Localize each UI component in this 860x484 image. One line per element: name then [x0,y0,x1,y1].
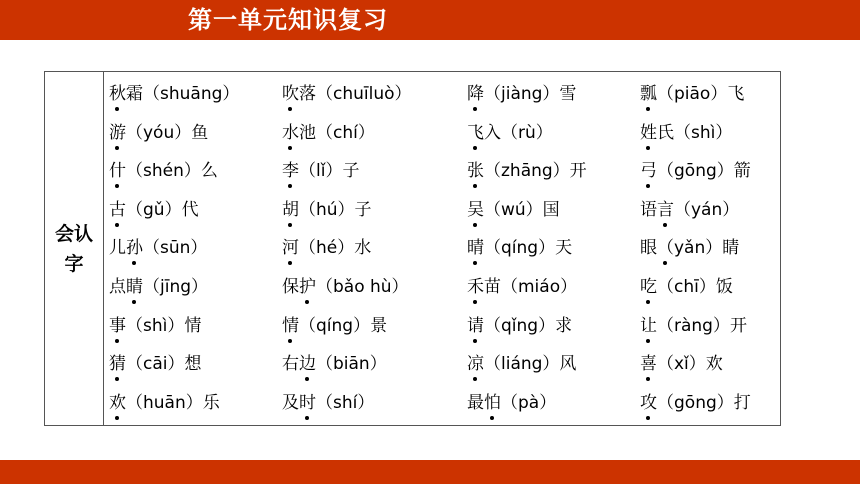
emphasis-dot [663,261,667,265]
vocab-entry: 凉（liáng）风 [467,354,577,375]
table-row [109,158,777,197]
emphasis-dot [473,107,477,111]
emphasis-dot [646,184,650,188]
vocab-entry: 事（shì）情 [109,315,202,336]
emphasis-dot [288,107,292,111]
vocab-entry: 吃（chī）饭 [640,276,733,297]
vocab-entry: 让（ràng）开 [640,315,747,336]
vocab-entry: 姓氏（shì） [640,122,733,143]
emphasis-dot [646,107,650,111]
vocab-entry: 语言（yán） [640,199,740,220]
emphasis-dot [115,146,119,150]
emphasis-dot [473,339,477,343]
vocab-entry: 古（gǔ）代 [109,199,199,220]
table-label: 会认字 [54,222,93,275]
vocab-entry: 什（shén）么 [109,161,218,182]
vocab-table [44,71,781,426]
vocab-entry: 晴（qíng）天 [467,238,573,259]
emphasis-dot [305,416,309,420]
vocab-entry: 及时（shí） [282,392,375,413]
table-row [109,235,777,274]
emphasis-dot [115,416,119,420]
vocab-entry: 禾苗（miáo） [467,276,578,297]
vocab-entry: 游（yóu）鱼 [109,122,209,143]
emphasis-dot [646,416,650,420]
vocab-entry: 秋霜（shuāng） [109,84,240,104]
emphasis-dot [663,223,667,227]
emphasis-dot [473,184,477,188]
emphasis-dot [288,339,292,343]
title-bar [0,0,860,40]
emphasis-dot [473,377,477,381]
emphasis-dot [132,261,136,265]
vocab-entry: 攻（gōng）打 [640,392,751,413]
emphasis-dot [115,223,119,227]
table-row [109,313,777,352]
emphasis-dot [646,339,650,343]
vocab-entry: 吴（wú）国 [467,199,560,220]
vocab-entry: 水池（chí） [282,122,375,143]
emphasis-dot [490,416,494,420]
emphasis-dot [473,146,477,150]
emphasis-dot [288,261,292,265]
vocab-entry: 猜（cāi）想 [109,354,202,375]
emphasis-dot [288,146,292,150]
emphasis-dot [305,377,309,381]
vocab-entry: 保护（bǎo hù） [282,276,409,297]
vocab-entry: 弓（gōng）箭 [640,161,751,182]
vocab-entry: 河（hé）水 [282,238,372,259]
table-row [109,197,777,236]
vocab-entry: 欢（huān）乐 [109,392,220,413]
vocab-entry: 情（qíng）景 [282,315,388,336]
vocab-grid [109,81,777,428]
footer-bar [0,460,860,484]
table-row [109,274,777,313]
vocab-entry: 瓢（piāo）飞 [640,84,745,104]
emphasis-dot [646,300,650,304]
vocab-entry: 最怕（pà） [467,392,557,413]
emphasis-dot [473,261,477,265]
emphasis-dot [288,184,292,188]
vocab-entry: 儿孙（sūn） [109,238,208,259]
emphasis-dot [473,300,477,304]
table-row [109,351,777,390]
vocab-entry: 眼（yǎn）睛 [640,238,740,259]
table-row [109,390,777,429]
vocab-entry: 吹落（chuīluò） [282,84,412,104]
page-title: 第一单元知识复习 [188,6,388,34]
table-label-cell [45,72,104,425]
vocab-entry: 飞入（rù） [467,122,553,143]
emphasis-dot [646,377,650,381]
emphasis-dot [646,146,650,150]
vocab-entry: 点睛（jīng） [109,276,209,297]
emphasis-dot [115,339,119,343]
emphasis-dot [305,300,309,304]
emphasis-dot [115,107,119,111]
vocab-entry: 李（lǐ）子 [282,161,360,182]
emphasis-dot [115,377,119,381]
vocab-entry: 张（zhāng）开 [467,161,587,182]
vocab-entry: 喜（xǐ）欢 [640,354,723,375]
vocab-entry: 右边（biān） [282,354,387,375]
vocab-entry: 胡（hú）子 [282,199,372,220]
emphasis-dot [288,223,292,227]
emphasis-dot [473,223,477,227]
vocab-entry: 请（qǐng）求 [467,315,573,336]
vocab-entry: 降（jiàng）雪 [467,84,577,104]
emphasis-dot [132,300,136,304]
emphasis-dot [115,184,119,188]
table-row [109,81,777,120]
table-row [109,120,777,159]
